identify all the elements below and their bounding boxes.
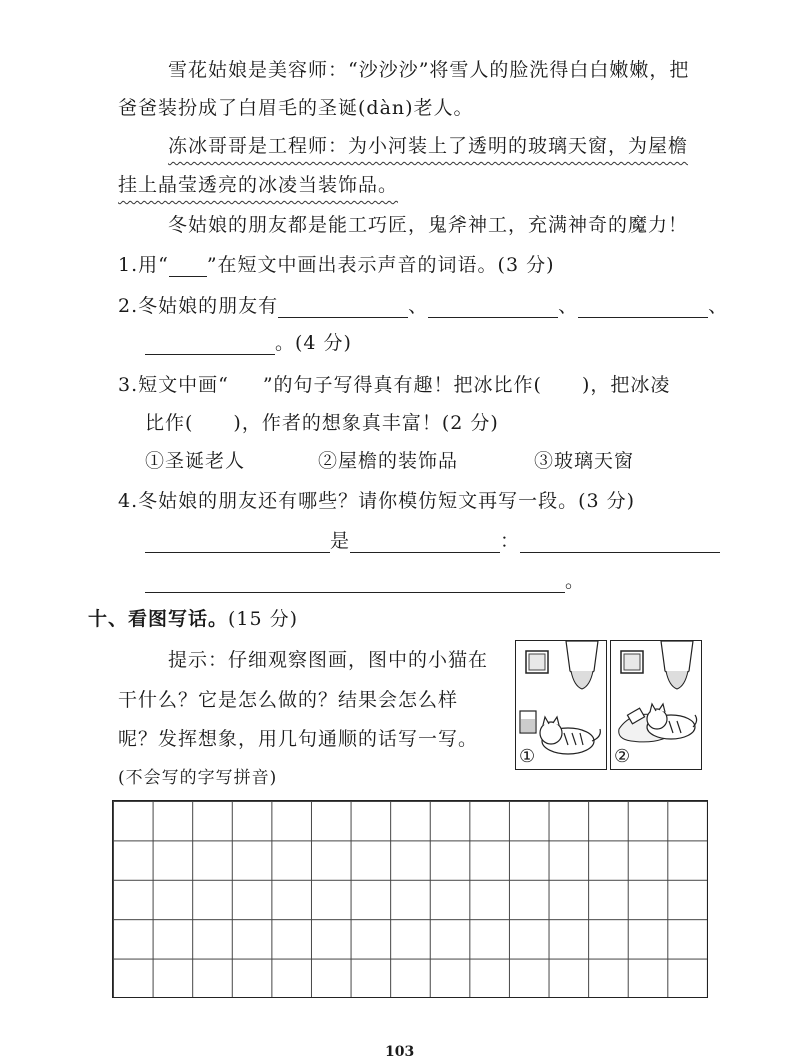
picture-1-label: ① bbox=[519, 746, 536, 767]
question-4-answer-line bbox=[145, 526, 720, 553]
q3-text-a: 3.短文中画“ bbox=[118, 374, 229, 396]
answer-blank[interactable] bbox=[278, 297, 408, 318]
question-1 bbox=[118, 250, 555, 277]
wavy-line-sample bbox=[229, 374, 263, 396]
section-10-heading bbox=[88, 604, 298, 631]
option-1: ①圣诞老人 bbox=[145, 450, 246, 472]
separator: 、 bbox=[558, 295, 579, 317]
q1-text-b: ”在短文中画出表示声音的词语。(3 分) bbox=[206, 254, 555, 276]
answer-blank[interactable] bbox=[350, 532, 500, 553]
option-2: ②屋檐的装饰品 bbox=[318, 450, 459, 472]
answer-blank[interactable] bbox=[428, 297, 558, 318]
answer-blank[interactable] bbox=[145, 572, 565, 593]
wavy-underlined-text: 挂上晶莹透亮的冰凌当装饰品。 bbox=[118, 174, 399, 196]
separator: 、 bbox=[708, 295, 729, 317]
passage-line: 爸爸装扮成了白眉毛的圣诞(dàn)老人。 bbox=[118, 97, 474, 119]
question-3-cont: 比作( )，作者的想象真丰富！(2 分) bbox=[145, 412, 499, 434]
question-4-answer-line-2 bbox=[145, 566, 585, 593]
q4-end: 。 bbox=[565, 570, 586, 592]
hint-line: 干什么？它是怎么做的？结果会怎么样 bbox=[118, 689, 459, 711]
question-4: 4.冬姑娘的朋友还有哪些？请你模仿短文再写一段。(3 分) bbox=[118, 490, 636, 512]
writing-grid[interactable] bbox=[112, 800, 708, 998]
picture-2-label: ② bbox=[614, 746, 631, 767]
section-title: 十、看图写话。 bbox=[88, 608, 229, 630]
question-2-cont bbox=[145, 328, 352, 355]
option-3: ③玻璃天窗 bbox=[534, 450, 635, 472]
hint-line: 提示：仔细观察图画，图中的小猫在 bbox=[168, 649, 489, 671]
q2-text: 2.冬姑娘的朋友有 bbox=[118, 295, 279, 317]
wavy-underlined-text: 冻冰哥哥是工程师：为小河装上了透明的玻璃天窗，为屋檐 bbox=[168, 135, 689, 157]
straight-line-sample bbox=[169, 256, 207, 277]
answer-blank[interactable] bbox=[520, 532, 720, 553]
section-score: (15 分) bbox=[228, 608, 299, 630]
answer-blank[interactable] bbox=[578, 297, 708, 318]
question-2 bbox=[118, 291, 728, 318]
passage-line-wavy bbox=[168, 131, 688, 158]
q4-colon: ： bbox=[500, 530, 521, 552]
separator: 、 bbox=[408, 295, 429, 317]
q1-text-a: 1.用“ bbox=[118, 254, 169, 276]
answer-blank[interactable] bbox=[145, 334, 275, 355]
hint-line: 呢？发挥想象，用几句通顺的话写一写。 bbox=[118, 728, 479, 750]
page-number: 103 bbox=[385, 1044, 415, 1060]
answer-blank[interactable] bbox=[145, 532, 330, 553]
q4-is: 是 bbox=[330, 530, 351, 552]
question-3 bbox=[118, 370, 670, 397]
passage-line: 雪花姑娘是美容师：“沙沙沙”将雪人的脸洗得白白嫩嫩，把 bbox=[168, 59, 690, 81]
q2-end: 。(4 分) bbox=[275, 332, 352, 354]
picture-2 bbox=[610, 640, 702, 770]
passage-line: 冬姑娘的朋友都是能工巧匠，鬼斧神工，充满神奇的魔力！ bbox=[168, 214, 689, 236]
hint-note: (不会写的字写拼音) bbox=[118, 768, 278, 788]
picture-1 bbox=[515, 640, 607, 770]
passage-line-wavy bbox=[118, 170, 398, 197]
q3-text-b: ”的句子写得真有趣！把冰比作( )，把冰凌 bbox=[262, 374, 671, 396]
